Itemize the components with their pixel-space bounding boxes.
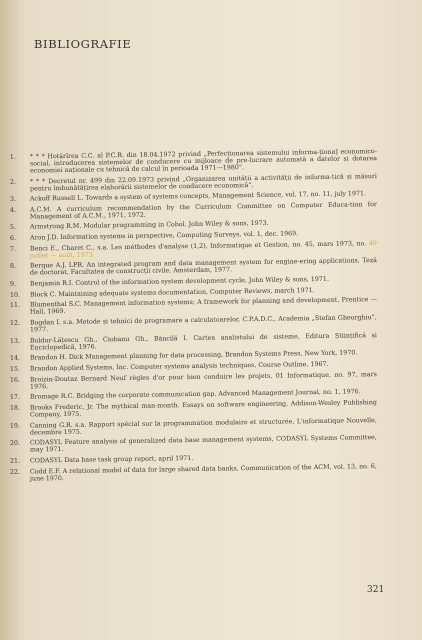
reference-number: 7. — [9, 245, 16, 253]
reference-text: A.C.M. A curriculum recommendation by the Curriculum Committee on Computer Educa-tion for Management of A.C.M., 1971, 1972. — [29, 200, 377, 221]
reference-number: 20. — [9, 439, 20, 448]
reference-text: * * * Hotărîrea C.C. al P.C.R. din 18.04.1972 privind „Perfecționarea sistemului informa-ționa] economico-social, introducerea sistemelor de conducere cu mijloace de pre-lucrare automată a datelor și dotarea economiei naționale cu tehnică de calcul în perioada 1971—1980”. — [29, 148, 377, 175]
reference-number: 1. — [9, 153, 16, 161]
reference-text: CODASYL Data base task group report, april 1971. — [29, 454, 194, 465]
reference-text: Block C. Maintaining adequate systems documentation, Computer Reviews, march 1971. — [29, 286, 315, 299]
reference-item — [0, 148, 422, 175]
reference-text: Ackoff Russell L. Towards a system of systems concepts, Management Science, vol. 17, no. 11, july 1971. — [29, 190, 366, 203]
reference-number: 13. — [9, 337, 20, 345]
highlighted-text: 49 juillet — août, 1973. — [29, 239, 377, 260]
reference-list — [0, 148, 422, 487]
reference-number: 6. — [9, 234, 17, 242]
reference-item — [0, 435, 422, 455]
reference-text: Broizin-Doutaz Bernard Neuf règles d'or pour bien conduire les projets, 01 Informatique, no. 97, mars 1976. — [29, 370, 377, 391]
reference-text: Canning G.R. s.a. Rapport spécial sur la programmation modulaire et structurée, L'informatique Nouvelle, decembre 1975. — [29, 416, 377, 437]
reference-number: 16. — [9, 376, 20, 384]
reference-number: 8. — [9, 263, 16, 271]
reference-text: Brandon Applied Systems, Inc. Computer systems analysis techniques, Course Outline, 1967. — [29, 360, 329, 373]
reference-number: 17. — [9, 393, 21, 402]
reference-text: Brooks Frederic, Jr. The mythical man-month. Essays on software engineering, Addison-Wesley Publishing Company, 1975. — [29, 399, 377, 419]
reference-number: 14. — [9, 354, 21, 363]
reference-number: 11. — [9, 302, 20, 310]
reference-text: CODASYL Feature analysis of generalized data base management systems, CODASYL Systems Committee, may 1971. — [29, 434, 377, 454]
reference-text: Armstrong R.M. Modular programming in Cobol. John Wiley & sons, 1973. — [29, 220, 269, 231]
reference-text: Boldur-Lățescu Gh., Ciobanu Gh., Băncilă I. Cartea analistului de sisteme, Editura Științifică și Enciclopedică, 1976. — [29, 331, 377, 352]
reference-item — [0, 258, 422, 278]
reference-number: 5. — [9, 224, 17, 232]
reference-text: Benjamin R.I. Control of the information system development cycle, John Wiley & sons, 1971. — [29, 275, 329, 288]
reference-text: Bogdan I. s.a. Metode și tehnici de programare a calculatoarelor, C.P.A.D.C., Academia „Ștefan Gheorghiu”, 1977. — [29, 314, 377, 334]
reference-number: 21. — [9, 457, 21, 465]
reference-number: 4. — [9, 206, 16, 214]
reference-number: 10. — [9, 291, 21, 299]
reference-number: 22. — [9, 468, 20, 476]
reference-number: 9. — [9, 280, 17, 288]
reference-item — [0, 463, 422, 483]
reference-text: Brandon H. Dick Management planning for data processing, Brandon Systems Press, New York, 1970. — [29, 349, 358, 362]
reference-text: Berque A.J. LPR. An integrated program and data management system for engine-ering applications, Teză de doctorat, Facultatea de construcții civile, Amsterdam, 1977. — [29, 257, 377, 277]
reference-text: Codd E.F. A relational model of data for large shared data banks, Communication of the ACM, vol. 13, no. 6, june 1970. — [29, 462, 377, 482]
reference-number: 18. — [9, 404, 20, 412]
reference-number: 12. — [9, 319, 20, 327]
reference-text: Aron J.D. Information systems in perspective, Computing Surveys, vol. 1, dec. 1969. — [29, 230, 299, 242]
reference-number: 2. — [9, 178, 16, 186]
reference-text: Blumenthal S.C. Management information systems; A framework for planning and development, Prentice — Hall, 1969. — [29, 296, 377, 316]
reference-number: 3. — [9, 195, 17, 203]
page-number: 321 — [367, 585, 385, 595]
reference-text: Bromage R.C. Bridging the corporate communication gap, Advanced Management Journal, no. 1, 1976. — [29, 388, 361, 401]
reference-text-main: Benci E., Charet C., s.a. Les méthodes d'analyse (1,2), Informatique et Gestion, no. 45, mars 1973, no. — [29, 240, 367, 253]
reference-number: 15. — [9, 365, 21, 373]
reference-text: * * * Decretul nr. 499 din 22.09.1973 privind „Organizarea unității a activității de informa-tică și măsuri pentru îmbunătățirea elaborării sistemelor de conducere economică”. — [29, 172, 377, 192]
reference-number: 19. — [9, 422, 20, 430]
page-heading: BIBLIOGRAFIE — [34, 37, 132, 51]
